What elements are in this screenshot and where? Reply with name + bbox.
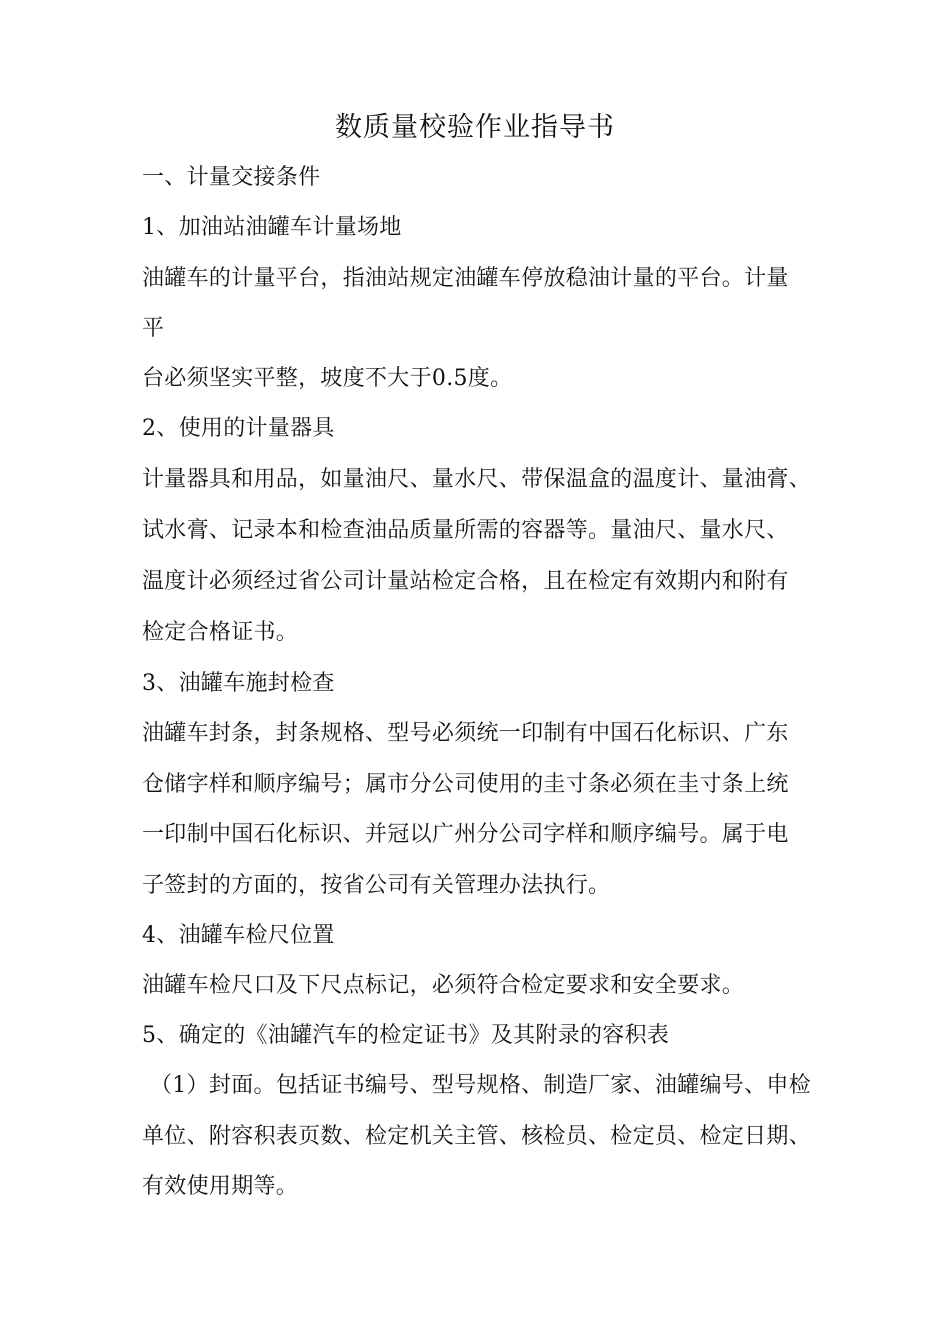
paragraph-line: 油罐车封条，封条规格、型号必须统一印制有中国石化标识、广东 <box>142 721 789 746</box>
document-title: 数质量校验作业指导书 <box>335 112 615 143</box>
paragraph-line: 一印制中国石化标识、并冠以广州分公司字样和顺序编号。属于电 <box>142 822 789 847</box>
subsection-heading-3: 3、油罐车施封检查 <box>142 671 335 696</box>
paragraph-line: 子签封的方面的，按省公司有关管理办法执行。 <box>142 873 611 898</box>
subsection-heading-5: 5、确定的《油罐汽车的检定证书》及其附录的容积表 <box>142 1023 670 1048</box>
paragraph-line: 有效使用期等。 <box>142 1174 299 1199</box>
paragraph-line: 温度计必须经过省公司计量站检定合格，且在检定有效期内和附有 <box>142 569 789 594</box>
subsection-heading-4: 4、油罐车检尺位置 <box>142 923 335 948</box>
paragraph-line: 试水膏、记录本和检查油品质量所需的容器等。量油尺、量水尺、 <box>142 518 789 543</box>
list-item: （1）封面。包括证书编号、型号规格、制造厂家、油罐编号、申检 <box>150 1073 811 1098</box>
paragraph-line: 油罐车的计量平台，指油站规定油罐车停放稳油计量的平台。计量 <box>142 266 789 291</box>
paragraph-line: 单位、附容积表页数、检定机关主管、核检员、检定员、检定日期、 <box>142 1124 812 1149</box>
subsection-heading-1: 1、加油站油罐车计量场地 <box>142 215 402 240</box>
paragraph-line: 计量器具和用品，如量油尺、量水尺、带保温盒的温度计、量油膏、 <box>142 467 812 492</box>
paragraph-line: 仓储字样和顺序编号；属市分公司使用的圭寸条必须在圭寸条上统 <box>142 772 789 797</box>
paragraph-line: 检定合格证书。 <box>142 620 299 645</box>
paragraph-line: 台必须坚实平整，坡度不大于0.5度。 <box>142 366 513 391</box>
paragraph-line: 平 <box>142 316 165 341</box>
subsection-heading-2: 2、使用的计量器具 <box>142 416 335 441</box>
section-heading-1: 一、计量交接条件 <box>142 165 321 190</box>
paragraph-line: 油罐车检尺口及下尺点标记，必须符合检定要求和安全要求。 <box>142 973 745 998</box>
